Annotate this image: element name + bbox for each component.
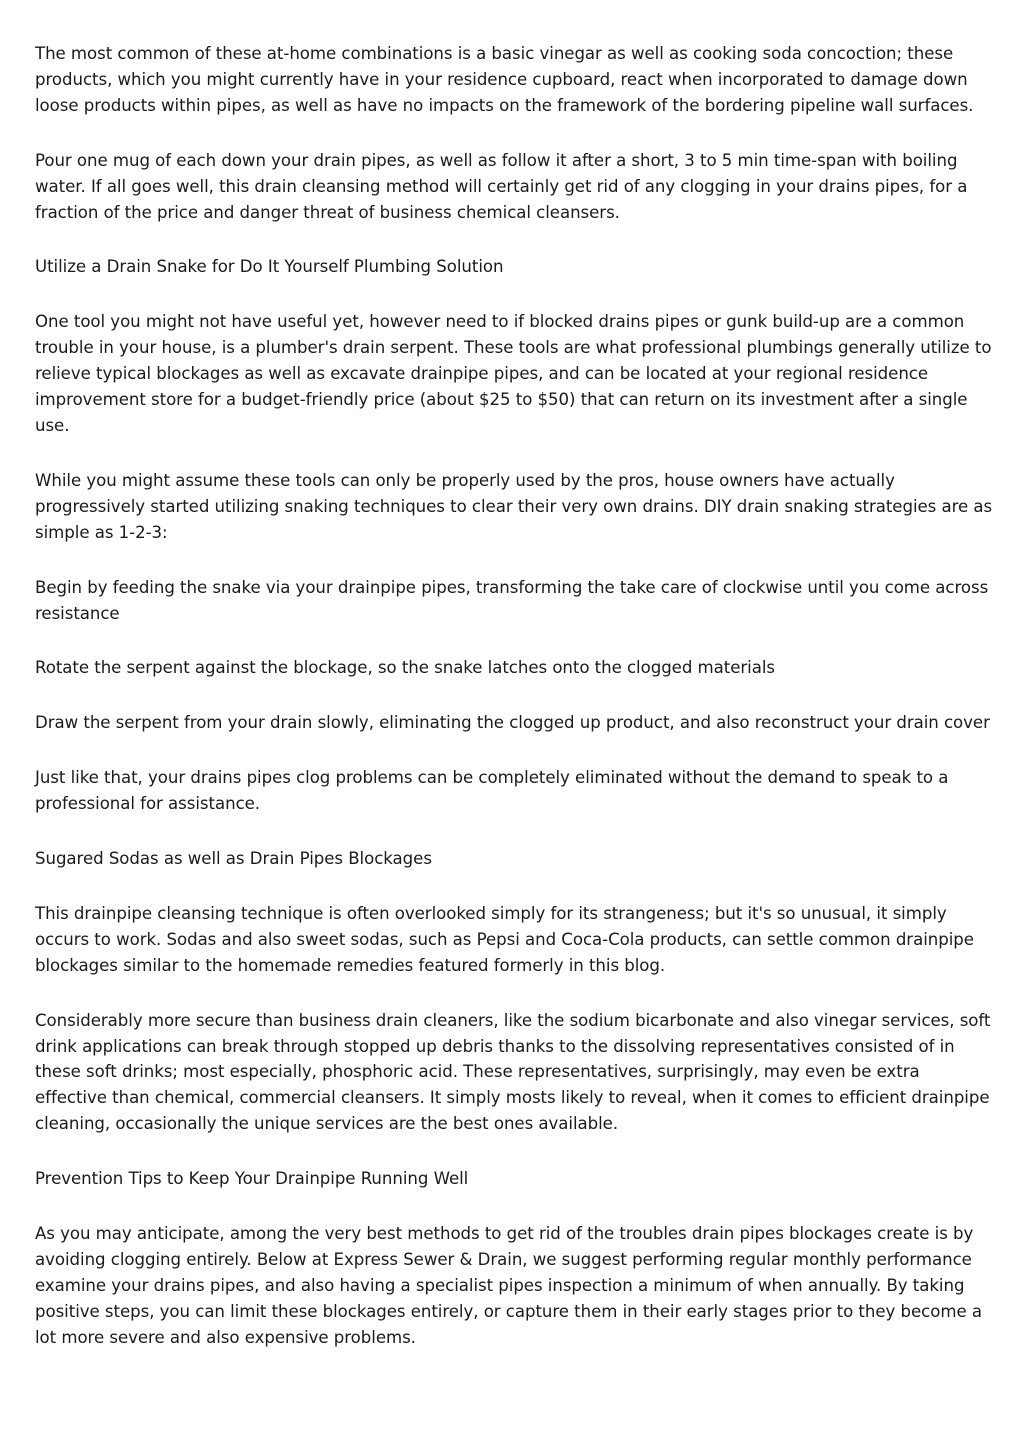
heading-prevention-tips: Prevention Tips to Keep Your Drainpipe Running Well xyxy=(35,1169,469,1189)
paragraph-plumber-drain-serpent: One tool you might not have useful yet, however need to if blocked drains pipes or gunk build-up are a common trouble in your house, is a plumber's drain serpent. These tools are what professional plumbings generally utilize to relieve typical blockages as well as excavate drainpipe pipes, and can be located at your regional residence improvement store for a budget-friendly price (about $25 to $50) that can return on its investment after a single use. xyxy=(35,312,992,435)
heading-drain-snake: Utilize a Drain Snake for Do It Yourself Plumbing Solution xyxy=(35,257,504,277)
paragraph-soft-drink-applications: Considerably more secure than business drain cleaners, like the sodium bicarbonate and also vinegar services, soft drink applications can break through stopped up debris thanks to the dissolving representatives consisted of in these soft drinks; most especially, phosphoric acid. These representatives, surprisingly, may even be extra effective than chemical, commercial cleansers. It simply mosts likely to reveal, when it comes to efficient drainpipe cleaning, occasionally the unique services are the best ones available. xyxy=(35,1010,991,1134)
paragraph-soda-technique: This drainpipe cleansing technique is often overlooked simply for its strangeness; but it's so unusual, it simply occurs to work. Sodas and also sweet sodas, such as Pepsi and Coca-Cola products, can settle common drainpipe blockages similar to the homemade remedies featured formerly in this blog. xyxy=(35,903,974,975)
paragraph-diy-snaking: While you might assume these tools can only be properly used by the pros, house owners have actually progressively started utilizing snaking techniques to clear their very own drains. DIY drain snaking strategies are as simple as 1-2-3: xyxy=(35,470,993,542)
heading-sugared-sodas: Sugared Sodas as well as Drain Pipes Blockages xyxy=(35,849,432,869)
paragraph-pour-mug: Pour one mug of each down your drain pipes, as well as follow it after a short, 3 to 5 min time-span with boiling water. If all goes well, this drain cleansing method will certainly get rid of any clogging in your drains pipes, for a fraction of the price and danger threat of business chemical cleansers. xyxy=(35,150,968,222)
paragraph-prevention: As you may anticipate, among the very best methods to get rid of the troubles drain pipes blockages create is by avoiding clogging entirely. Below at Express Sewer & Drain, we suggest performing regular monthly performance examine your drains pipes, and also having a specialist pipes inspection a minimum of when annually. By taking positive steps, you can limit these blockages entirely, or capture them in their early stages prior to they become a lot more severe and also expensive problems. xyxy=(35,1224,982,1347)
step-draw-serpent: Draw the serpent from your drain slowly, eliminating the clogged up product, and also reconstruct your drain cover xyxy=(35,713,990,733)
paragraph-vinegar-baking-soda: The most common of these at-home combinations is a basic vinegar as well as cooking soda concoction; these products, which you might currently have in your residence cupboard, react when incorporated to damage down loose products within pipes, as well as have no impacts on the framework of the bordering pipeline wall surfaces. xyxy=(35,44,974,115)
step-feed-snake: Begin by feeding the snake via your drainpipe pipes, transforming the take care of clockwise until you come across resistance xyxy=(35,577,989,623)
document-page xyxy=(35,41,993,1380)
step-rotate-serpent: Rotate the serpent against the blockage, so the snake latches onto the clogged materials xyxy=(35,658,776,678)
paragraph-just-like-that: Just like that, your drains pipes clog problems can be completely eliminated without the demand to speak to a professional for assistance. xyxy=(35,768,949,814)
